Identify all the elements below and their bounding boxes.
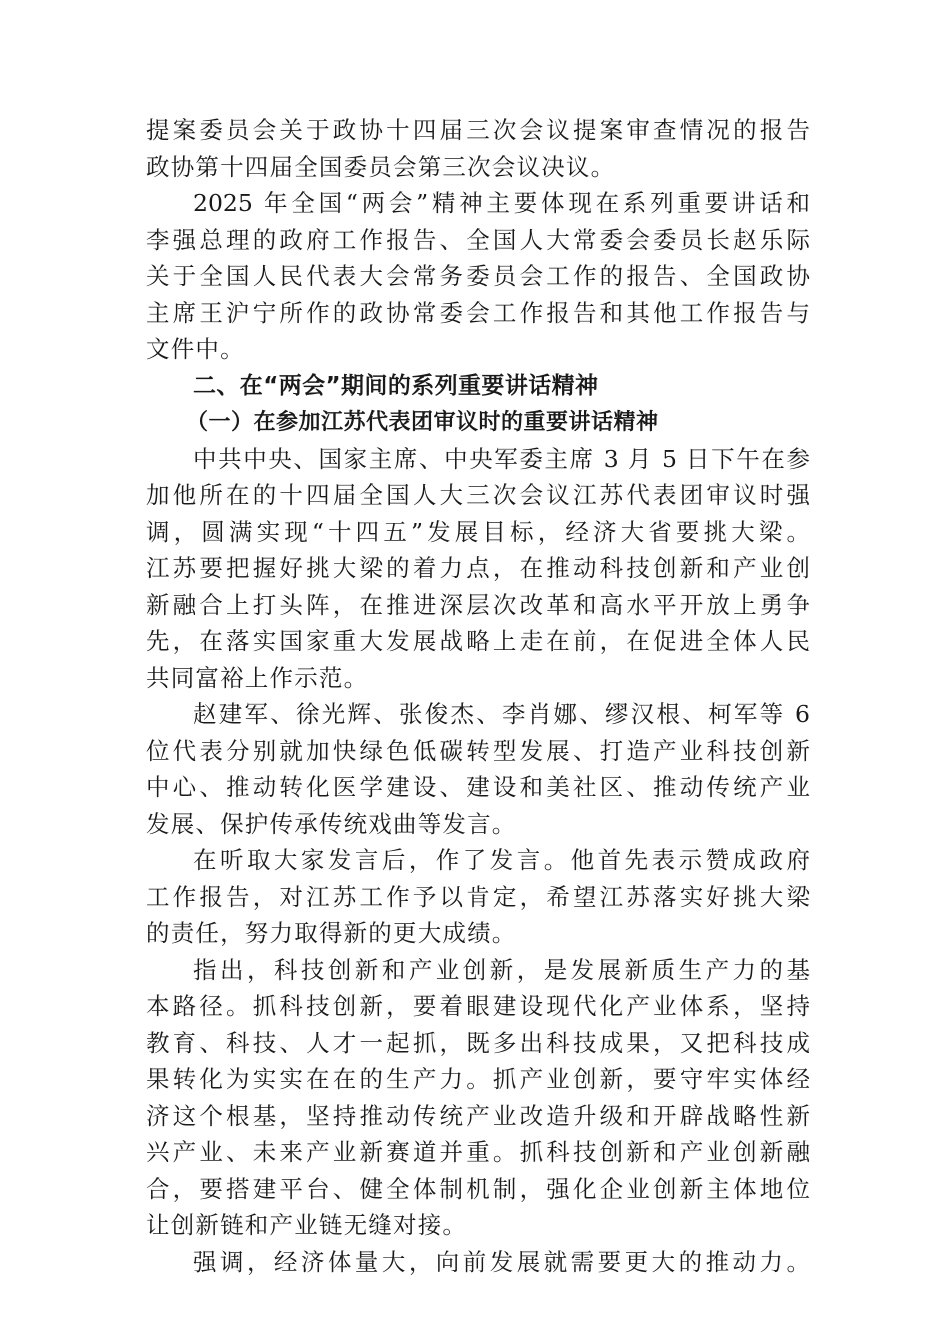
text-line: 政协第十四届全国委员会第三次会议决议。 [146, 152, 616, 181]
text-line: 先，在落实国家重大发展战略上走在前，在促进全体人民 [146, 627, 810, 655]
text-line: 文件中。 [146, 335, 245, 363]
text-line: 合，要搭建平台、健全体制机制，强化企业创新主体地位 [146, 1174, 810, 1203]
text-line: 兴产业、未来产业新赛道并重。抓科技创新和产业创新融 [146, 1138, 810, 1166]
text-line: 加他所在的十四届全国人大三次会议江苏代表团审议时强 [146, 481, 810, 509]
document-body [146, 112, 810, 1280]
text-line: 提案委员会关于政协十四届三次会议提案审查情况的报告 [146, 116, 810, 144]
section-heading: 二、在“两会”期间的系列重要讲话精神 [193, 372, 599, 399]
text-line: 中心、推动转化医学建设、建设和美社区、推动传统产业 [146, 773, 810, 801]
text-line: 主席王沪宁所作的政协常委会工作报告和其他工作报告与 [146, 298, 810, 327]
text-line: 让创新链和产业链无缝对接。 [146, 1211, 468, 1239]
text-line: 工作报告，对江苏工作予以肯定，希望江苏落实好挑大梁 [146, 882, 810, 911]
text-line: 李强总理的政府工作报告、全国人大常委会委员长赵乐际 [146, 225, 810, 254]
text-line: 发展、保护传承传统戏曲等发言。 [146, 809, 517, 838]
paragraph-start-line: 指出，科技创新和产业创新，是发展新质生产力的基 [193, 955, 810, 984]
text-line: 调，圆满实现“十四五”发展目标，经济大省要挑大梁。 [146, 517, 810, 546]
paragraph-start-line: 2025 年全国“两会”精神主要体现在系列重要讲话和 [193, 189, 810, 217]
text-line: 共同富裕上作示范。 [146, 663, 369, 692]
text-line: 本路径。抓科技创新，要着眼建设现代化产业体系，坚持 [146, 992, 810, 1020]
paragraph-start-line: 赵建军、徐光辉、张俊杰、李肖娜、缪汉根、柯军等 6 [193, 700, 810, 728]
text-line: 济这个根基，坚持推动传统产业改造升级和开辟战略性新 [146, 1101, 810, 1130]
text-line: 关于全国人民代表大会常务委员会工作的报告、全国政协 [146, 262, 810, 290]
text-line: 果转化为实实在在的生产力。抓产业创新，要守牢实体经 [146, 1065, 810, 1093]
paragraph-start-line: 强调，经济体量大，向前发展就需要更大的推动力。 [193, 1247, 810, 1276]
paragraph-start-line: 在听取大家发言后，作了发言。他首先表示赞成政府 [193, 846, 810, 874]
subsection-heading: （一）在参加江苏代表团审议时的重要讲话精神 [186, 409, 659, 435]
text-line: 的责任，努力取得新的更大成绩。 [146, 919, 517, 947]
paragraph-start-line: 中共中央、国家主席、中央军委主席 3 月 5 日下午在参 [193, 444, 810, 473]
text-line: 新融合上打头阵，在推进深层次改革和高水平开放上勇争 [146, 590, 810, 619]
text-line: 江苏要把握好挑大梁的着力点，在推动科技创新和产业创 [146, 554, 810, 582]
text-line: 位代表分别就加快绿色低碳转型发展、打造产业科技创新 [146, 736, 810, 765]
text-line: 教育、科技、人才一起抓，既多出科技成果，又把科技成 [146, 1028, 810, 1057]
